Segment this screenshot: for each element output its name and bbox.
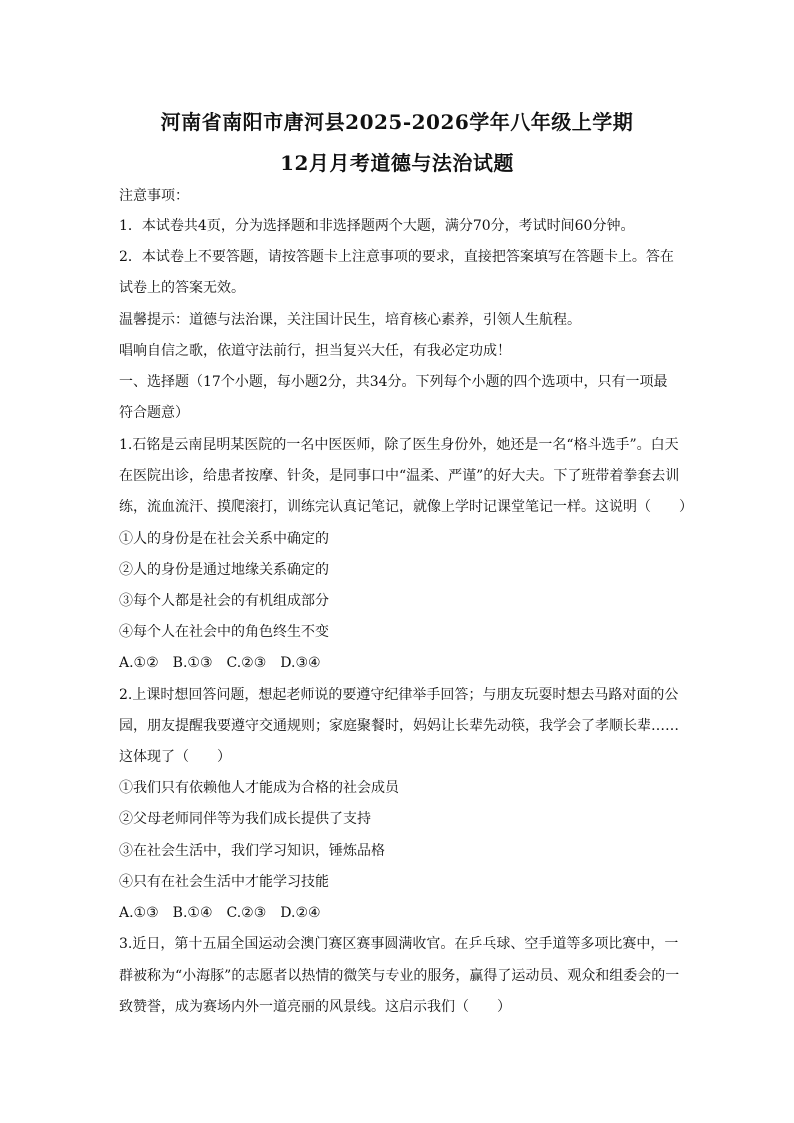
exam-title-line1: 河南省南阳市唐河县2025-2026学年八年级上学期	[160, 110, 634, 134]
q1-option-4: ④每个人在社会中的角色终生不变	[119, 624, 329, 640]
q1-option-3: ③每个人都是社会的有机组成部分	[119, 593, 329, 609]
q2-stem-line3: 这体现了（ ）	[119, 749, 231, 765]
q1-stem-line2: 在医院出诊，给患者按摩、针灸，是同事口中“温柔、严谨”的好大夫。下了班带着拳套去训	[119, 468, 680, 484]
q2-stem-line2: 园，朋友提醒我要遵守交通规则；家庭聚餐时，妈妈让长辈先动筷，我学会了孝顺长辈……	[119, 718, 679, 734]
section1-heading-line2: 符合题意）	[119, 405, 189, 421]
slogan: 唱响自信之歌，依道守法前行，担当复兴大任，有我必定功成！	[119, 343, 511, 359]
q2-option-3: ③在社会生活中，我们学习知识，锤炼品格	[119, 843, 385, 859]
q3-stem-line3: 致赞誉，成为赛场内外一道亮丽的风景线。这启示我们（ ）	[119, 999, 511, 1015]
q1-option-2: ②人的身份是通过地缘关系确定的	[119, 562, 329, 578]
q1-choices: A.①② B.①③ C.②③ D.③④	[119, 655, 321, 671]
q3-stem-line2: 群被称为“小海豚”的志愿者以热情的微笑与专业的服务，赢得了运动员、观众和组委会的一	[119, 968, 680, 984]
q2-option-2: ②父母老师同伴等为我们成长提供了支持	[119, 811, 371, 827]
exam-title-line2: 12月月考道德与法治试题	[280, 151, 514, 175]
q2-stem-line1: 2.上课时想回答问题，想起老师说的要遵守纪律举手回答；与朋友玩耍时想去马路对面的公	[119, 687, 679, 703]
q1-stem-line3: 练，流血流汗、摸爬滚打，训练完认真记笔记，就像上学时记课堂笔记一样。这说明（ ）	[119, 499, 693, 515]
section1-heading-line1: 一、选择题（17个小题，每小题2分，共34分。下列每个小题的四个选项中，只有一项最	[119, 374, 668, 390]
notes-heading: 注意事项：	[119, 188, 189, 204]
q2-option-4: ④只有在社会生活中才能学习技能	[119, 874, 329, 890]
q2-option-1: ①我们只有依赖他人才能成为合格的社会成员	[119, 780, 399, 796]
notes-item-1: 1．本试卷共4页，分为选择题和非选择题两个大题，满分70分，考试时间60分钟。	[119, 218, 635, 234]
q1-stem-line1: 1.石铭是云南昆明某医院的一名中医医师，除了医生身份外，她还是一名“格斗选手”。白天	[119, 437, 679, 453]
notes-item-2-line2: 试卷上的答案无效。	[119, 280, 245, 296]
q3-stem-line1: 3.近日，第十五届全国运动会澳门赛区赛事圆满收官。在乒乓球、空手道等多项比赛中，一	[119, 936, 679, 952]
warm-tip: 温馨提示：道德与法治课，关注国计民生，培育核心素养，引领人生航程。	[119, 312, 581, 328]
notes-item-2-line1: 2．本试卷上不要答题，请按答题卡上注意事项的要求，直接把答案填写在答题卡上。答在	[119, 249, 674, 265]
q2-choices: A.①③ B.①④ C.②③ D.②④	[119, 905, 321, 921]
q1-option-1: ①人的身份是在社会关系中确定的	[119, 531, 329, 547]
